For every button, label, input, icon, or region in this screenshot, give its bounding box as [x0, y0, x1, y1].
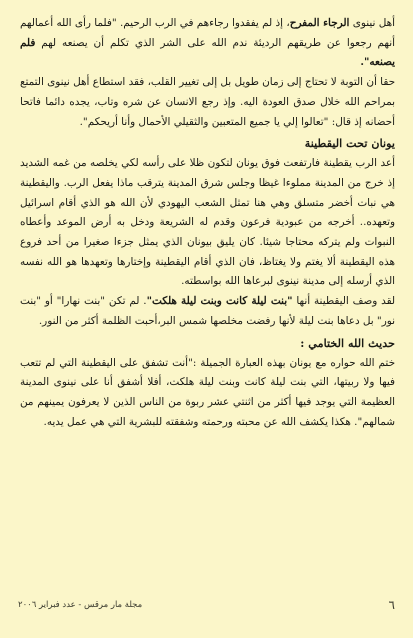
paragraph-3: أعد الرب يقطينة فارتفعت فوق يونان لتكون ظلا على رأسه لكي يخلصه من غمه الشديد إذ خرج من المدينة مملوءا غيظا وجلس شرق المدينة يترقب ماذا يفعل الرب. واليقطينة هي نبات أخضر متسلق وهي هنا تمثل الشعب اليهودي لأن الله هو الذي أقام اسرائيل وتعهده.. أخرجه من عبودية فرعون وقدم له الشريعة ودخل به أرض الموعد وأعطاه النبوات ولم يتركه محتاجا شيئا. كان يليق بيونان الذي يمثل جزءا صغيرا من أحد فروع هذه اليقطينة ألا يغتم ولا يغتاظ، فان الذي أقام اليقطينة وإختارها وتعهدها هو الله نفسه الذي أرسله إلى مدينة نينوى لبرعاها الله بواسطته. — [20, 157, 395, 288]
section-heading-jonah-under-plant: يونان تحت اليقطينة — [304, 136, 395, 151]
paragraph-4-body: . لم تكن "بنت نهارا" أو "بنت نور" بل دعاها بنت ليلة لأنها رفضت مخلصها شمس البر،أحبت الظلمة أكثر من النور. — [20, 295, 395, 327]
paragraph-5: ختم الله حواره مع يونان بهذه العبارة الجميلة :"أنت تشفق على اليقطينة التي لم تتعب فيها ولا ربيتها، التي بنت ليلة كانت وبنت ليلة هلكت، أفلا أشفق أنا على نينوى المدينة العظيمة التي يوجد فيها أكثر من اثنتي عشر ربوة من الناس الذين لا يعرفون يمينهم من شمالهم". هكذا يكشف الله عن محبته ورحمته وشفقته للبشرية التي هي عمل يديه. — [20, 356, 395, 428]
paragraph-1 — [20, 14, 395, 73]
footer-caption: مجلة مار مرقس - عدد فبراير ٢٠٠٦ — [18, 600, 143, 610]
article-body — [20, 14, 395, 432]
paragraph-1-end: فلم يصنعه". — [20, 36, 395, 69]
paragraph-4-lead: لقد وصف اليقطينة أنها — [292, 295, 396, 308]
page-footer — [18, 598, 395, 612]
paragraph-1-body: ، إذ لم يفقدوا رجاءهم في الرب الرحيم. "فلما رأى الله أعمالهم أنهم رجعوا عن طريقهم الرديئة ندم الله على الشر الذي تكلم أن يصنعه لهم — [20, 17, 395, 49]
paragraph-4-quote: "بنت ليلة كانت وبنت ليلة هلكت" — [146, 295, 293, 308]
paragraph-1-lead: أهل نينوى — [349, 17, 396, 29]
page-number: ٦ — [388, 598, 395, 612]
section-heading-closing-talk: حديث الله الختامي : — [300, 335, 395, 350]
paragraph-2: حقا أن التوبة لا تحتاج إلى زمان طويل بل إلى تغيير القلب، فقد استطاع أهل نينوى التمتع بمراحم الله خلال صدق العودة اليه. وإذ رجع الانسان عن شره وتاب، يجده دائما فاتحا أحضانه إذ قال: "تعالوا إلي يا جميع المتعبين والثقيلي الأحمال وأنا أريحكم". — [20, 76, 395, 128]
paragraph-4 — [20, 292, 395, 331]
paragraph-1-highlight: الرجاء المفرح — [289, 17, 350, 29]
